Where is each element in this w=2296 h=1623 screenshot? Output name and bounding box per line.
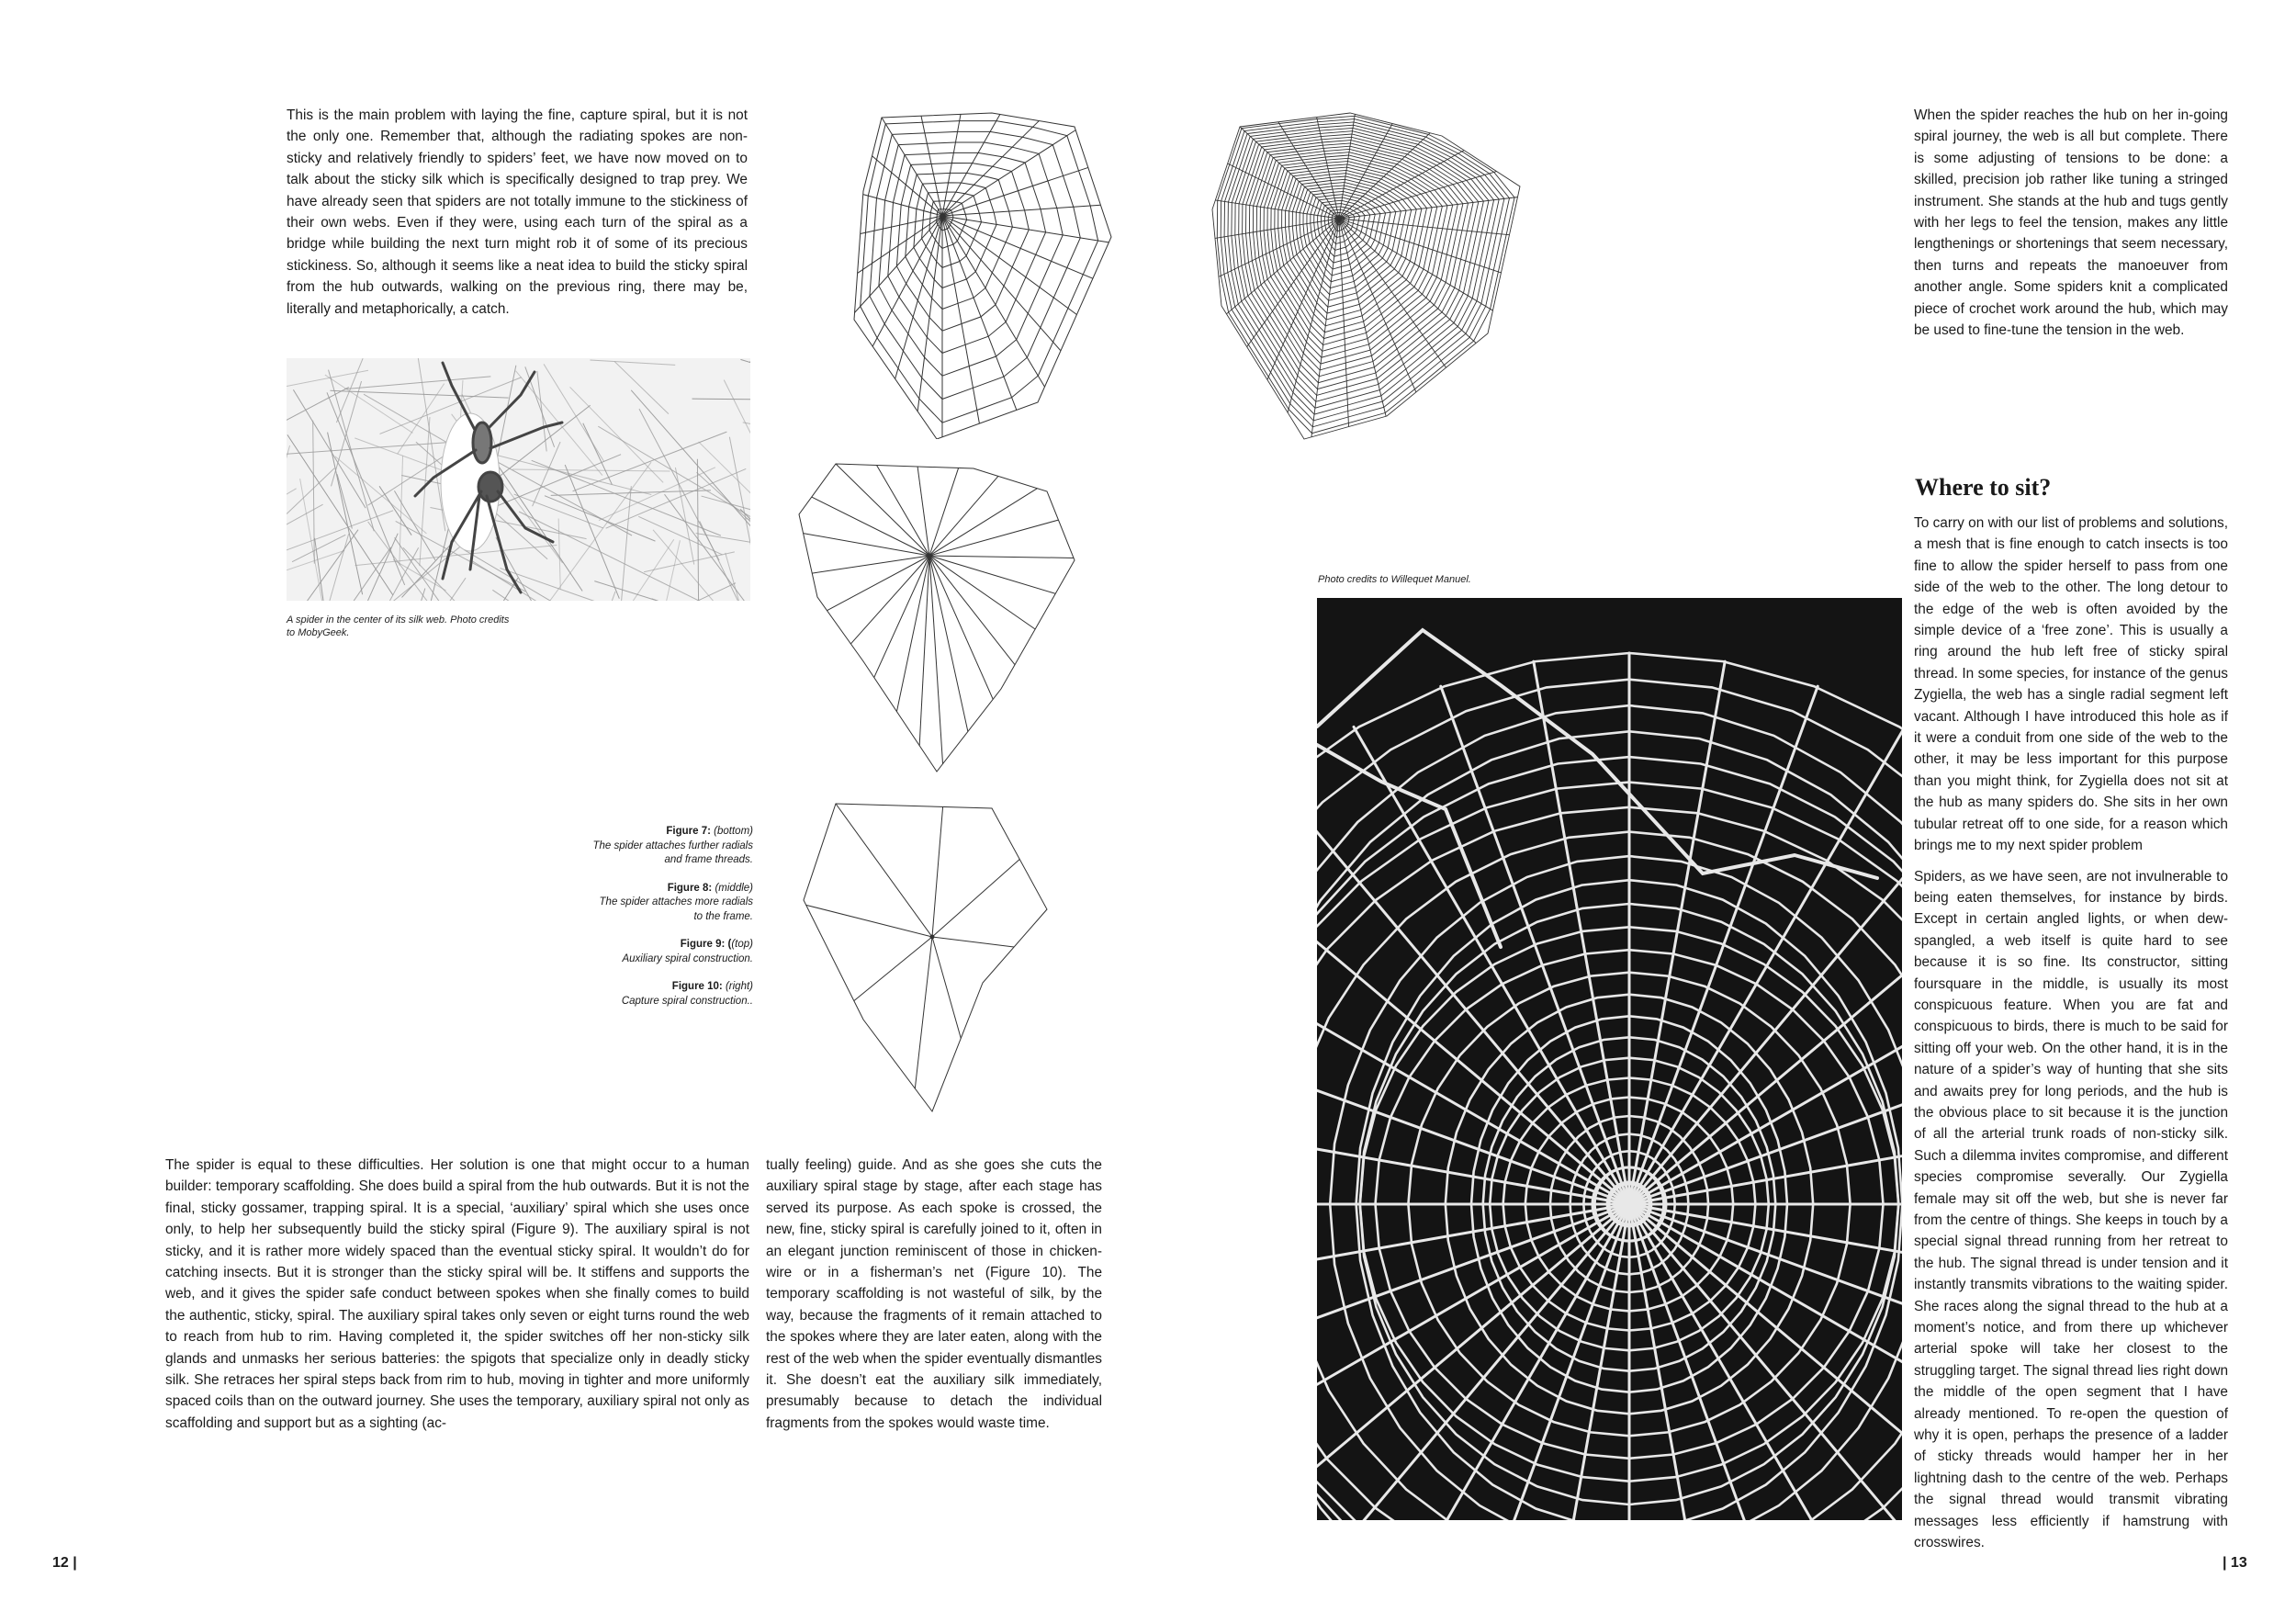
page-number-left: 12 | bbox=[52, 1555, 77, 1571]
figure-9-caption: Figure 9: ((top) Auxiliary spiral construction. bbox=[622, 939, 753, 964]
figure-7-caption: Figure 7: (bottom) The spider attaches further radials and frame threads. bbox=[592, 826, 753, 865]
photo-caption: A spider in the center of its silk web. Photo credits to MobyGeek. bbox=[287, 614, 510, 638]
spider-photo bbox=[287, 358, 750, 601]
paragraph-1: To carry on with our list of problems and solutions, a mesh that is fine enough to catch insects is too fine to allow the spider herself to pass from one side of the web to the other. The long detour to the edge of the web is often avoided by the simple device of a ‘free zone’. This is usually a ring around the hub left free of sticky spiral thread. In some species, for instance of the genus Zygiella, the web has a single radial segment left vacant. Although I have introduced this hole as if it were a conduit from one side of the web to the other, it may be less important for this purpose than you might think, for Zygiella does not sit at the hub as many spiders do. She sits in her own tubular retreat off to one side, for a reason which brings me to my next spider problem bbox=[1914, 515, 2228, 854]
where-to-sit-text bbox=[1914, 513, 2228, 1563]
figure-7-web-diagram bbox=[799, 799, 1075, 1116]
top-paragraph: When the spider reaches the hub on her in-going spiral journey, the web is all but complete. There is some adjusting of tensions to be done: a skilled, precision job rather like tuning a stringed instrument. She stands at the hub and tugs gently with her legs to feel the tension, makes any little lengthenings or shortenings that seem necessary, then turns and repeats the manoeuver from another angle. Some spiders knit a complicated piece of crochet work around the hub, which may be used to fine-tune the tension in the web. bbox=[1914, 107, 2228, 339]
bottom-column-2: tually feeling) guide. And as she goes she cuts the auxiliary spiral stage by stage, after each stage has served its purpose. As each spoke is crossed, the new, fine, sticky spiral is carefully joined to it, often in an elegant junction reminiscent of those in chicken-wire or in a fisherman’s net (Figure 10). The temporary scaffolding is not wasteful of silk, by the way, because the fragments of it remain attached to the spokes where they are later eaten, along with the rest of the web when the spider eventually dismantles it. She doesn’t eat the auxiliary silk immediately, presumably because to detach the individual fragments from the spokes would waste time. bbox=[766, 1157, 1102, 1431]
figure-10-caption: Figure 10: (right) Capture spiral construction.. bbox=[621, 981, 753, 1007]
photo-credit: Photo credits to Willequet Manuel. bbox=[1318, 574, 1471, 585]
figure-9-web-diagram bbox=[845, 108, 1120, 439]
intro-paragraph: This is the main problem with laying the fine, capture spiral, but it is not the only one. Remember that, although the radiating spokes are non-sticky and relatively friendly to spiders’ feet, we have now moved on to talk about the sticky silk which is specifically designed to trap prey. We have already seen that spiders are not totally immune to the stickiness of their own webs. Even if they were, using each turn of the spiral as a bridge while building the next turn might rob it of some of its precious stickiness. So, although it seems like a neat idea to build the sticky spiral from the hub outwards, walking on the previous ring, there may be, literally and metaphorically, a catch. bbox=[287, 107, 748, 317]
figure-8-web-diagram bbox=[790, 459, 1102, 781]
page-number-right: | 13 bbox=[2223, 1555, 2247, 1571]
bottom-column-1: The spider is equal to these difficulties. Her solution is one that might occur to a human builder: temporary scaffolding. She does build a spiral from the hub outwards. But it is not the final, sticky gossamer, trapping spiral. It is a special, ‘auxiliary’ spiral which she uses once only, to help her subsequently build the sticky spiral (Figure 9). The auxiliary spiral is not sticky, and it is rather more widely spaced than the eventual sticky spiral. It wouldn’t do for catching insects. But it is stronger than the sticky spiral will be. It stiffens and supports the web, and it gives the spider safe conduct between spokes when she finally comes to build the authentic, sticky, spiral. The auxiliary spiral takes only seven or eight turns round the web to reach from hub to rim. Having completed it, the spider switches off her non-sticky silk glands and unmasks her serious batteries: the spigots that specialize only in deadly sticky silk. She retraces her spiral steps back from rim to hub, moving in tighter and more uniformly spaced coils than on the outward journey. She uses the temporary, auxiliary spiral not only as scaffolding and support but as a sighting (ac- bbox=[165, 1157, 749, 1431]
paragraph-2: Spiders, as we have seen, are not invulnerable to being eaten themselves, for instance by birds. Except in certain angled lights, or when dew-spangled, a web itself is quite hard to see because it is so fine. Its constructor, sitting foursquare in the middle, is usually its most conspicuous feature. When you are fat and conspicuous to birds, there is much to be said for sitting off your web. On the other hand, it is in the nature of a spider’s way of hunting that she sits and awaits prey for long periods, and the hub is the obvious place to sit because it is the junction of all the arterial trunk roads of non-sticky silk. Such a dilemma invites compromise, and different species compromise severally. Our Zygiella female may sit off the web, but she is never far from the centre of things. She keeps in touch by a special signal thread running from her retreat to the hub. The signal thread is under tension and it instantly transmits vibrations to the waiting spider. She races along the signal thread to the hub at a moment’s notice, and from there up whichever arterial spoke will take her closest to the struggling target. The signal thread lies right down the middle of the open segment that I have already mentioned. To re-open the question of why it is open, perhaps the presence of a ladder of sticky threads would hamper her in her lightning dash to the centre of the web. Perhaps the signal thread would transmit vibrating messages less efficiently if hamstrung with crosswires. bbox=[1914, 868, 2228, 1551]
figure-10-web-diagram bbox=[1203, 108, 1534, 448]
figure-captions bbox=[588, 825, 753, 1022]
figure-8-caption: Figure 8: (middle) The spider attaches more radials to the frame. bbox=[599, 882, 753, 922]
spider-web-photo bbox=[1317, 598, 1902, 1520]
section-heading: Where to sit? bbox=[1915, 474, 2052, 501]
